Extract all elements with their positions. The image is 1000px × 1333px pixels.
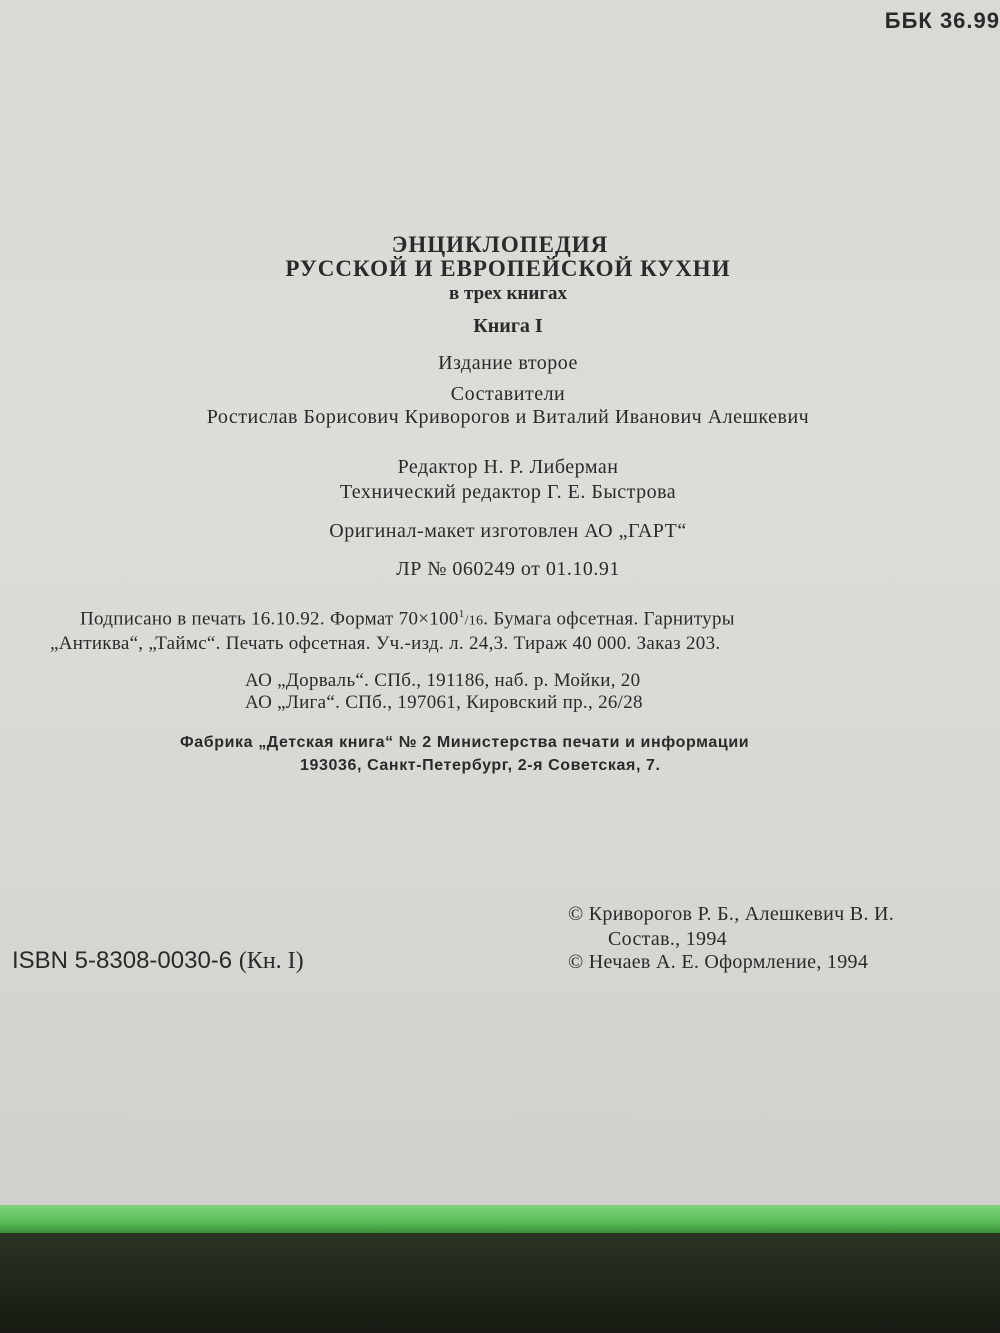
isbn-note: (Кн. I) — [238, 948, 304, 974]
copyright-line-3: © Нечаев А. Е. Оформление, 1994 — [568, 951, 869, 973]
compilers-names: Ростислав Борисович Криворогов и Виталий Иванович Алешкевич — [206, 406, 810, 428]
license-number: ЛР № 060249 от 01.10.91 — [396, 558, 620, 580]
printing-paper: . Бумага офсетная. Гарнитуры — [483, 608, 735, 630]
technical-editor: Технический редактор Г. Е. Быстрова — [339, 481, 677, 503]
factory-line-2: 193036, Санкт-Петербург, 2-я Советская, 7. — [300, 757, 661, 774]
title-line-3: в трех книгах — [449, 283, 567, 304]
publisher-liga: АО „Лига“. СПб., 197061, Кировский пр., 26/28 — [245, 692, 643, 713]
printing-line-1 — [80, 608, 735, 630]
copyright-line-1: © Криворогов Р. Б., Алешкевич В. И. — [568, 903, 895, 925]
green-cover-edge — [0, 1205, 1000, 1233]
edition: Издание второе — [438, 352, 578, 374]
layout-credit: Оригинал-макет изготовлен АО „ГАРТ“ — [329, 520, 687, 542]
publisher-dorval: АО „Дорваль“. СПб., 191186, наб. р. Мойки, 20 — [245, 670, 641, 691]
isbn-number: ISBN 5-8308-0030-6 — [12, 947, 233, 974]
compilers-label: Составители — [450, 383, 566, 405]
printing-line-2: „Антиква“, „Таймс“. Печать офсетная. Уч.-изд. л. 24,3. Тираж 40 000. Заказ 203. — [50, 633, 721, 654]
format-denominator: /16 — [464, 613, 484, 629]
book-number: Книга I — [473, 315, 543, 337]
background-shadow — [0, 1233, 1000, 1333]
title-line-2: РУССКОЙ И ЕВРОПЕЙСКОЙ КУХНИ — [285, 256, 731, 281]
format-superscript: 1 — [458, 608, 465, 620]
bbk-code: ББК 36.99 — [884, 8, 1000, 33]
editor: Редактор Н. Р. Либерман — [397, 456, 619, 478]
copyright-line-2: Состав., 1994 — [608, 928, 727, 950]
factory-line-1: Фабрика „Детская книга“ № 2 Министерства печати и информации — [180, 734, 750, 751]
printing-format: Подписано в печать 16.10.92. Формат 70×100 — [80, 608, 459, 630]
isbn — [12, 947, 304, 975]
title-line-1: ЭНЦИКЛОПЕДИЯ — [391, 232, 609, 257]
